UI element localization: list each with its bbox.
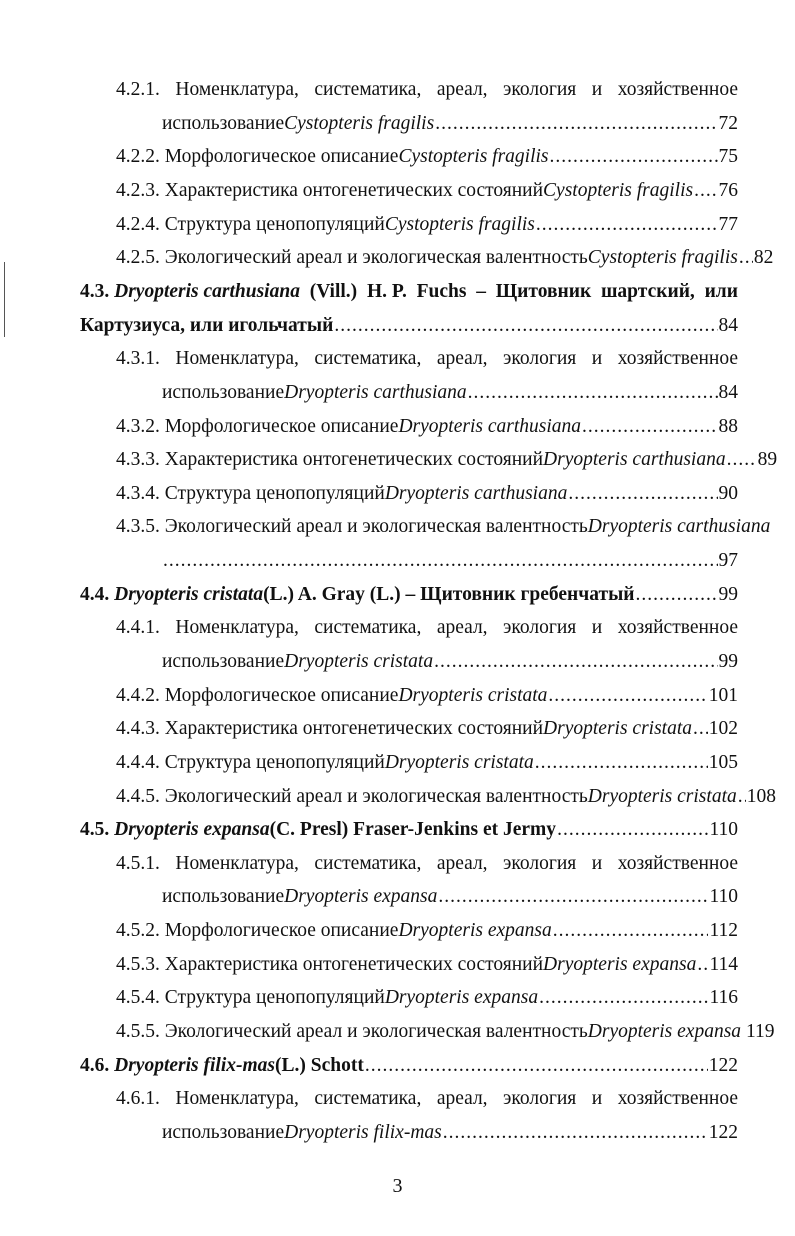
page-ref: 99	[718, 651, 738, 672]
dot-leader	[557, 818, 708, 842]
entry-word: Номенклатура,	[175, 853, 299, 874]
section-title: (C. Presl) Fraser-Jenkins et Jermy	[269, 819, 557, 840]
dot-leader	[739, 246, 753, 270]
toc-entry-4-5-5[interactable]	[116, 1020, 775, 1044]
entry-word: и	[591, 79, 603, 100]
dot-leader	[334, 314, 717, 338]
toc-section-4-3-line2[interactable]	[80, 314, 738, 338]
page-ref: 110	[709, 819, 738, 840]
entry-number: 4.3.2.	[116, 416, 160, 437]
section-word: H. P.	[366, 281, 407, 302]
entry-number: 4.3.3.	[116, 449, 160, 470]
toc-entry-4-4-1-line1[interactable]	[116, 616, 738, 640]
species-name: Dryopteris filix-mas	[284, 1122, 442, 1143]
entry-word: ареал,	[436, 348, 488, 369]
entry-text: Структура ценопопуляций	[164, 987, 385, 1008]
species-name: Dryopteris cristata	[114, 584, 264, 605]
entry-word: экология	[503, 853, 577, 874]
toc-entry-4-5-1-line1[interactable]	[116, 852, 738, 876]
entry-number: 4.4.3.	[116, 718, 160, 739]
page-ref: 75	[718, 146, 738, 167]
species-name: Dryopteris carthusiana	[587, 516, 771, 537]
dot-leader	[694, 179, 717, 203]
page-ref: 90	[718, 483, 738, 504]
species-name: Dryopteris expansa	[543, 954, 697, 975]
page-ref: 102	[708, 718, 738, 739]
entry-word: экология	[503, 617, 577, 638]
page-number: 3	[392, 1175, 403, 1197]
section-word: или	[704, 281, 738, 302]
entry-number: 4.2.5.	[116, 247, 160, 268]
species-name: Dryopteris cristata	[587, 786, 737, 807]
toc-entry-4-2-1-line2[interactable]	[162, 112, 738, 136]
entry-word: хозяйственное	[617, 853, 738, 874]
toc-entry-4-6-1-line1[interactable]	[116, 1087, 738, 1111]
section-word: шартский,	[600, 281, 695, 302]
entry-word: систематика,	[314, 1088, 422, 1109]
page-ref: 97	[718, 550, 738, 571]
toc-entry-4-4-3[interactable]	[116, 717, 738, 741]
entry-text: использование	[162, 382, 285, 403]
entry-text: использование	[162, 651, 285, 672]
page-ref: 101	[708, 685, 738, 706]
species-name: Cystopteris fragilis	[587, 247, 738, 268]
page-ref: 72	[718, 113, 738, 134]
species-name: Dryopteris expansa	[114, 819, 270, 840]
section-number: 4.6.	[80, 1055, 110, 1076]
entry-text: Структура ценопопуляций	[164, 483, 385, 504]
entry-text: Экологический ареал и экологическая валентность	[164, 516, 588, 537]
section-word: Щитовник	[495, 281, 592, 302]
toc-entry-4-3-5-line2[interactable]	[162, 549, 738, 573]
toc-entry-4-5-3[interactable]	[116, 953, 738, 977]
dot-leader	[365, 1054, 708, 1078]
species-name: Dryopteris filix-mas	[114, 1055, 275, 1076]
dot-leader	[539, 986, 708, 1010]
margin-mark	[4, 262, 5, 337]
entry-word: систематика,	[314, 853, 422, 874]
entry-word: хозяйственное	[617, 617, 738, 638]
entry-text: Характеристика онтогенетических состояний	[164, 954, 544, 975]
entry-text: Характеристика онтогенетических состояний	[164, 449, 544, 470]
dot-leader	[536, 213, 718, 237]
toc-entry-4-4-4[interactable]	[116, 751, 738, 775]
section-number: 4.4.	[80, 584, 110, 605]
entry-text: Экологический ареал и экологическая валентность	[164, 1021, 588, 1042]
species-name: Dryopteris expansa	[398, 920, 552, 941]
entry-number: 4.5.5.	[116, 1021, 160, 1042]
page-ref: 110	[709, 886, 738, 907]
entry-word: Номенклатура,	[175, 79, 299, 100]
dot-leader	[438, 885, 708, 909]
section-title-cont: Картузиуса, или игольчатый	[80, 315, 334, 336]
dot-leader	[163, 549, 718, 573]
toc-entry-4-6-1-line2[interactable]	[162, 1121, 738, 1145]
entry-number: 4.2.1.	[116, 79, 160, 100]
entry-word: Номенклатура,	[175, 617, 299, 638]
toc-entry-4-2-2[interactable]	[116, 145, 738, 169]
entry-word: экология	[503, 79, 577, 100]
species-name: Dryopteris expansa	[384, 987, 539, 1008]
section-title-start	[80, 280, 300, 304]
dot-leader	[435, 112, 717, 136]
section-number: 4.3.	[80, 281, 110, 302]
entry-word: и	[591, 348, 603, 369]
toc-entry-4-3-1-line1[interactable]	[116, 347, 738, 371]
dot-leader	[582, 415, 718, 439]
species-name: Dryopteris carthusiana	[384, 483, 568, 504]
entry-number: 4.5.3.	[116, 954, 160, 975]
entry-number: 4.4.2.	[116, 685, 160, 706]
entry-word: экология	[503, 348, 577, 369]
entry-number: 4.3.5.	[116, 516, 160, 537]
species-name: Dryopteris carthusiana	[284, 382, 467, 403]
toc-entry-4-3-3[interactable]	[116, 448, 778, 472]
entry-word: систематика,	[314, 79, 422, 100]
section-title: (L.) A. Gray (L.) – Щитовник гребенчатый	[263, 584, 635, 605]
toc-entry-4-4-5[interactable]	[116, 785, 776, 809]
entry-word: Номенклатура,	[175, 348, 299, 369]
dot-leader	[535, 751, 708, 775]
entry-text: использование	[162, 886, 285, 907]
entry-text: Структура ценопопуляций	[164, 752, 385, 773]
page-ref: 112	[709, 920, 738, 941]
section-number: 4.5.	[80, 819, 110, 840]
entry-text: Характеристика онтогенетических состояний	[164, 180, 544, 201]
page-ref: 114	[709, 954, 738, 975]
entry-word: ареал,	[436, 1088, 488, 1109]
species-name: Dryopteris cristata	[384, 752, 534, 773]
page-ref: 84	[718, 315, 738, 336]
toc-section-4-6[interactable]	[80, 1054, 738, 1078]
species-name: Dryopteris carthusiana	[543, 449, 726, 470]
section-word: (Vill.)	[309, 281, 358, 302]
toc-entry-4-5-4[interactable]	[116, 986, 738, 1010]
toc-entry-4-5-1-line2[interactable]	[162, 885, 738, 909]
page-ref: 89	[757, 449, 778, 470]
entry-text: Структура ценопопуляций	[164, 214, 385, 235]
toc-entry-4-3-5-line1[interactable]	[116, 515, 771, 539]
page-ref: 77	[718, 214, 738, 235]
species-name: Cystopteris fragilis	[284, 113, 435, 134]
toc-entry-4-4-2[interactable]	[116, 684, 738, 708]
toc-entry-4-2-5[interactable]	[116, 246, 774, 270]
dot-leader	[434, 650, 717, 674]
entry-number: 4.4.4.	[116, 752, 160, 773]
toc-entry-4-2-1-line1[interactable]	[116, 78, 738, 102]
entry-number: 4.2.4.	[116, 214, 160, 235]
toc-entry-4-5-2[interactable]	[116, 919, 738, 943]
page-ref: 116	[709, 987, 738, 1008]
entry-word: систематика,	[314, 617, 422, 638]
entry-word: систематика,	[314, 348, 422, 369]
species-name: Cystopteris fragilis	[384, 214, 535, 235]
species-name: Dryopteris cristata	[284, 651, 434, 672]
entry-text: использование	[162, 113, 285, 134]
entry-number: 4.3.1.	[116, 348, 160, 369]
page-ref: 119	[745, 1021, 775, 1042]
entry-word: ареал,	[436, 79, 488, 100]
entry-number: 4.5.2.	[116, 920, 160, 941]
entry-text: Морфологическое описание	[164, 685, 399, 706]
toc-section-4-4[interactable]	[80, 583, 738, 607]
entry-number: 4.2.3.	[116, 180, 160, 201]
entry-number: 4.2.2.	[116, 146, 160, 167]
dot-leader	[468, 381, 718, 405]
dot-leader	[553, 919, 709, 943]
entry-word: хозяйственное	[617, 348, 738, 369]
species-name: Dryopteris carthusiana	[398, 416, 581, 437]
page-ref: 88	[718, 416, 738, 437]
page-ref: 105	[708, 752, 738, 773]
dot-leader	[727, 448, 757, 472]
species-name: Dryopteris expansa	[284, 886, 438, 907]
dot-leader	[697, 953, 708, 977]
dot-leader	[443, 1121, 708, 1145]
entry-number: 4.4.5.	[116, 786, 160, 807]
toc-section-4-3-line1[interactable]	[80, 280, 738, 304]
toc-entry-4-3-2[interactable]	[116, 415, 738, 439]
entry-text: Экологический ареал и экологическая валентность	[164, 247, 588, 268]
section-word: Fuchs	[416, 281, 467, 302]
entry-number: 4.6.1.	[116, 1088, 160, 1109]
entry-word: и	[591, 1088, 603, 1109]
entry-word: и	[591, 617, 603, 638]
page-ref: 82	[753, 247, 774, 268]
entry-text: Экологический ареал и экологическая валентность	[164, 786, 588, 807]
entry-text: Морфологическое описание	[164, 416, 399, 437]
toc-entry-4-4-1-line2[interactable]	[162, 650, 738, 674]
page-ref: 122	[708, 1122, 738, 1143]
entry-number: 4.4.1.	[116, 617, 160, 638]
entry-word: хозяйственное	[617, 79, 738, 100]
species-name: Dryopteris expansa	[587, 1021, 742, 1042]
entry-text: Характеристика онтогенетических состояний	[164, 718, 544, 739]
entry-word: экология	[503, 1088, 577, 1109]
page-ref: 76	[718, 180, 738, 201]
entry-word: и	[591, 853, 603, 874]
toc-section-4-5[interactable]	[80, 818, 738, 842]
species-name: Cystopteris fragilis	[398, 146, 549, 167]
entry-text: использование	[162, 1122, 285, 1143]
page-ref: 99	[718, 584, 738, 605]
entry-word: хозяйственное	[617, 1088, 738, 1109]
toc-entry-4-2-4[interactable]	[116, 213, 738, 237]
dot-leader	[636, 583, 718, 607]
species-name: Dryopteris carthusiana	[114, 281, 300, 302]
entry-text: Морфологическое описание	[164, 920, 399, 941]
section-word: –	[476, 281, 486, 302]
page-ref: 122	[708, 1055, 738, 1076]
toc-entry-4-3-4[interactable]	[116, 482, 738, 506]
entry-text: Морфологическое описание	[164, 146, 399, 167]
entry-word: ареал,	[436, 617, 488, 638]
species-name: Dryopteris cristata	[543, 718, 693, 739]
page-ref: 84	[718, 382, 738, 403]
entry-word: ареал,	[436, 853, 488, 874]
dot-leader	[568, 482, 717, 506]
entry-number: 4.3.4.	[116, 483, 160, 504]
dot-leader	[548, 684, 707, 708]
species-name: Dryopteris cristata	[398, 685, 548, 706]
section-title: (L.) Schott	[275, 1055, 364, 1076]
page-ref: 108	[746, 786, 776, 807]
entry-word: Номенклатура,	[175, 1088, 299, 1109]
entry-number: 4.5.1.	[116, 853, 160, 874]
toc-entry-4-3-1-line2[interactable]	[162, 381, 738, 405]
dot-leader	[738, 785, 746, 809]
toc-entry-4-2-3[interactable]	[116, 179, 738, 203]
dot-leader	[693, 717, 708, 741]
entry-number: 4.5.4.	[116, 987, 160, 1008]
species-name: Cystopteris fragilis	[543, 180, 694, 201]
dot-leader	[550, 145, 718, 169]
